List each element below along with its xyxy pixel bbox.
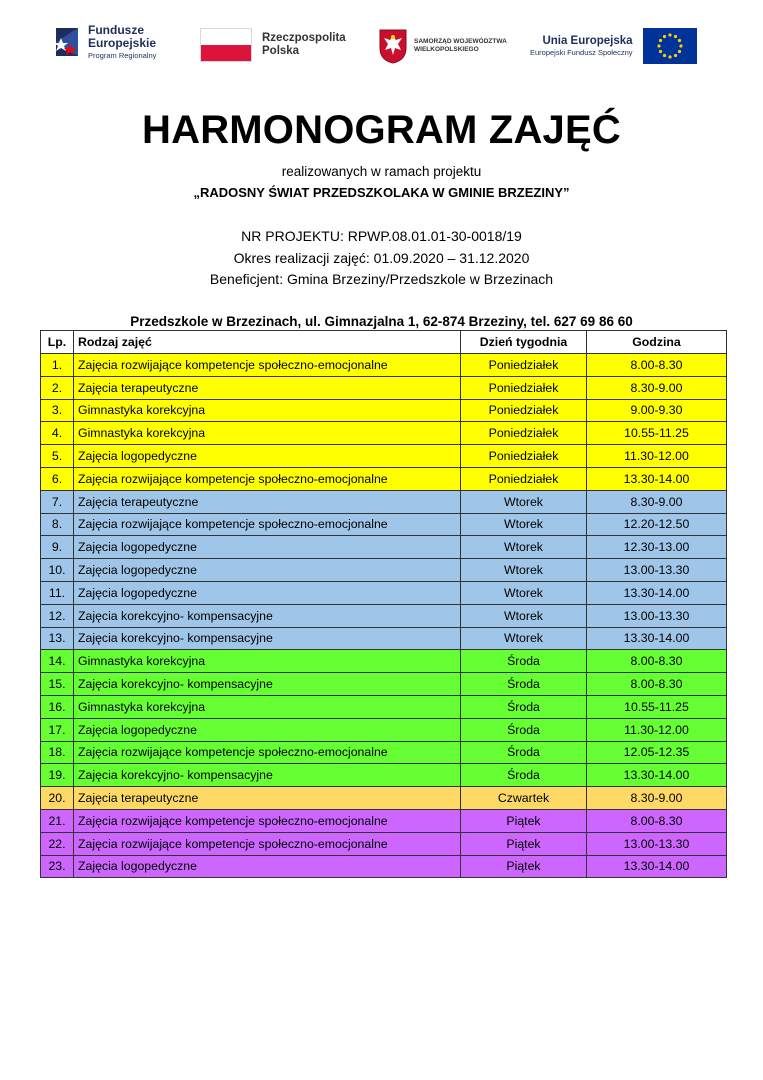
cell-lp: 10. (41, 559, 74, 582)
cell-activity: Zajęcia rozwijające kompetencje społeczno-emocjonalne (74, 354, 461, 377)
cell-day: Środa (461, 764, 587, 787)
cell-activity: Zajęcia rozwijające kompetencje społeczno-emocjonalne (74, 809, 461, 832)
cell-time: 11.30-12.00 (587, 445, 727, 468)
cell-day: Czwartek (461, 787, 587, 810)
cell-day: Poniedziałek (461, 376, 587, 399)
table-row (41, 581, 727, 604)
fundusze-europejskie-logo (52, 24, 156, 60)
table-row (41, 422, 727, 445)
cell-day: Poniedziałek (461, 399, 587, 422)
unia-europejska-logo (530, 28, 697, 64)
table-row (41, 445, 727, 468)
cell-time: 8.00-8.30 (587, 354, 727, 377)
cell-activity: Gimnastyka korekcyjna (74, 399, 461, 422)
cell-lp: 22. (41, 832, 74, 855)
header-activity: Rodzaj zajęć (74, 331, 461, 354)
cell-lp: 21. (41, 809, 74, 832)
project-beneficiary: Beneficjent: Gmina Brzeziny/Przedszkole w Brzezinach (209, 271, 554, 287)
cell-day: Wtorek (461, 581, 587, 604)
cell-activity: Gimnastyka korekcyjna (74, 650, 461, 673)
table-row (41, 627, 727, 650)
cell-activity: Zajęcia korekcyjno- kompensacyjne (74, 764, 461, 787)
cell-lp: 19. (41, 764, 74, 787)
cell-day: Wtorek (461, 536, 587, 559)
cell-time: 13.00-13.30 (587, 604, 727, 627)
schedule-table (40, 330, 727, 878)
table-row (41, 376, 727, 399)
cell-day: Wtorek (461, 559, 587, 582)
project-subtitle: realizowanych w ramach projektu (281, 164, 482, 179)
cell-activity: Zajęcia logopedyczne (74, 559, 461, 582)
schedule-table-body (41, 354, 727, 878)
table-row (41, 673, 727, 696)
cell-lp: 16. (41, 695, 74, 718)
cell-lp: 4. (41, 422, 74, 445)
fundusze-line3: Program Regionalny (88, 50, 157, 60)
cell-day: Wtorek (461, 513, 587, 536)
page-title: HARMONOGRAM ZAJĘĆ (142, 108, 621, 152)
project-name: „RADOSNY ŚWIAT PRZEDSZKOLAKA W GMINIE BRZEZINY” (193, 185, 570, 200)
cell-activity: Zajęcia logopedyczne (74, 536, 461, 559)
cell-lp: 15. (41, 673, 74, 696)
cell-day: Środa (461, 695, 587, 718)
cell-time: 12.05-12.35 (587, 741, 727, 764)
table-header-row (41, 331, 727, 354)
cell-time: 8.30-9.00 (587, 376, 727, 399)
cell-activity: Zajęcia terapeutyczne (74, 787, 461, 810)
cell-activity: Zajęcia rozwijające kompetencje społeczno-emocjonalne (74, 832, 461, 855)
cell-activity: Zajęcia terapeutyczne (74, 490, 461, 513)
cell-time: 8.30-9.00 (587, 787, 727, 810)
cell-time: 8.00-8.30 (587, 650, 727, 673)
table-row (41, 832, 727, 855)
unia-line2: Europejski Fundusz Społeczny (530, 48, 633, 58)
cell-time: 12.20-12.50 (587, 513, 727, 536)
location-address: Przedszkole w Brzezinach, ul. Gimnazjalna 1, 62-874 Brzeziny, tel. 627 69 86 60 (130, 314, 633, 329)
cell-activity: Zajęcia logopedyczne (74, 445, 461, 468)
cell-time: 13.30-14.00 (587, 467, 727, 490)
cell-lp: 14. (41, 650, 74, 673)
cell-time: 11.30-12.00 (587, 718, 727, 741)
cell-day: Środa (461, 718, 587, 741)
header-day: Dzień tygodnia (461, 331, 587, 354)
cell-day: Piątek (461, 855, 587, 878)
polish-flag-icon (200, 28, 252, 62)
cell-day: Wtorek (461, 627, 587, 650)
table-row (41, 718, 727, 741)
cell-activity: Zajęcia rozwijające kompetencje społeczno-emocjonalne (74, 467, 461, 490)
cell-lp: 1. (41, 354, 74, 377)
cell-day: Poniedziałek (461, 422, 587, 445)
cell-activity: Zajęcia rozwijające kompetencje społeczno-emocjonalne (74, 741, 461, 764)
cell-time: 13.30-14.00 (587, 764, 727, 787)
table-row (41, 650, 727, 673)
table-row (41, 604, 727, 627)
table-row (41, 513, 727, 536)
cell-activity: Zajęcia korekcyjno- kompensacyjne (74, 604, 461, 627)
cell-lp: 18. (41, 741, 74, 764)
table-row (41, 764, 727, 787)
cell-day: Poniedziałek (461, 467, 587, 490)
cell-time: 13.00-13.30 (587, 832, 727, 855)
cell-time: 10.55-11.25 (587, 422, 727, 445)
cell-activity: Zajęcia logopedyczne (74, 718, 461, 741)
cell-lp: 17. (41, 718, 74, 741)
cell-day: Środa (461, 673, 587, 696)
cell-time: 13.30-14.00 (587, 581, 727, 604)
wielkopolska-eagle-shield-icon (378, 28, 408, 64)
cell-time: 10.55-11.25 (587, 695, 727, 718)
table-row (41, 741, 727, 764)
table-row (41, 787, 727, 810)
project-number: NR PROJEKTU: RPWP.08.01.01-30-0018/19 (241, 228, 522, 244)
cell-day: Poniedziałek (461, 445, 587, 468)
table-row (41, 467, 727, 490)
cell-day: Środa (461, 741, 587, 764)
table-row (41, 855, 727, 878)
cell-time: 8.30-9.00 (587, 490, 727, 513)
rzeczpospolita-line2: Polska (262, 45, 300, 57)
cell-activity: Zajęcia rozwijające kompetencje społeczno-emocjonalne (74, 513, 461, 536)
table-row (41, 559, 727, 582)
cell-activity: Gimnastyka korekcyjna (74, 422, 461, 445)
cell-time: 12.30-13.00 (587, 536, 727, 559)
cell-lp: 6. (41, 467, 74, 490)
header-time: Godzina (587, 331, 727, 354)
table-row (41, 354, 727, 377)
cell-activity: Gimnastyka korekcyjna (74, 695, 461, 718)
cell-lp: 3. (41, 399, 74, 422)
cell-lp: 9. (41, 536, 74, 559)
samorzad-line2: WIELKOPOLSKIEGO (414, 46, 479, 53)
table-row (41, 809, 727, 832)
fundusze-line2: Europejskie (88, 36, 157, 51)
cell-activity: Zajęcia logopedyczne (74, 581, 461, 604)
table-row (41, 536, 727, 559)
samorzad-line1: SAMORZĄD WOJEWÓDZTWA (414, 38, 507, 46)
cell-activity: Zajęcia terapeutyczne (74, 376, 461, 399)
samorzad-logo (378, 28, 507, 64)
cell-lp: 12. (41, 604, 74, 627)
table-row (41, 399, 727, 422)
rzeczpospolita-logo (200, 28, 346, 62)
cell-activity: Zajęcia korekcyjno- kompensacyjne (74, 627, 461, 650)
cell-lp: 5. (41, 445, 74, 468)
table-row (41, 490, 727, 513)
cell-activity: Zajęcia korekcyjno- kompensacyjne (74, 673, 461, 696)
cell-time: 13.30-14.00 (587, 855, 727, 878)
cell-lp: 20. (41, 787, 74, 810)
cell-time: 13.30-14.00 (587, 627, 727, 650)
cell-lp: 13. (41, 627, 74, 650)
fundusze-line1: Fundusze (88, 23, 144, 38)
cell-day: Wtorek (461, 604, 587, 627)
logo-bar (48, 22, 718, 72)
eu-flag-icon (643, 28, 697, 64)
cell-activity: Zajęcia logopedyczne (74, 855, 461, 878)
cell-time: 9.00-9.30 (587, 399, 727, 422)
cell-day: Środa (461, 650, 587, 673)
header-lp: Lp. (41, 331, 74, 354)
cell-day: Poniedziałek (461, 354, 587, 377)
cell-day: Wtorek (461, 490, 587, 513)
cell-lp: 7. (41, 490, 74, 513)
cell-lp: 11. (41, 581, 74, 604)
cell-time: 13.00-13.30 (587, 559, 727, 582)
unia-line1: Unia Europejska (542, 34, 633, 47)
fundusze-europejskie-emblem-icon (52, 24, 82, 60)
cell-lp: 23. (41, 855, 74, 878)
cell-lp: 2. (41, 376, 74, 399)
cell-day: Piątek (461, 832, 587, 855)
cell-time: 8.00-8.30 (587, 809, 727, 832)
project-period: Okres realizacji zajęć: 01.09.2020 – 31.12.2020 (233, 250, 530, 266)
table-row (41, 695, 727, 718)
rzeczpospolita-line1: Rzeczpospolita (262, 31, 346, 44)
cell-lp: 8. (41, 513, 74, 536)
cell-day: Piątek (461, 809, 587, 832)
cell-time: 8.00-8.30 (587, 673, 727, 696)
